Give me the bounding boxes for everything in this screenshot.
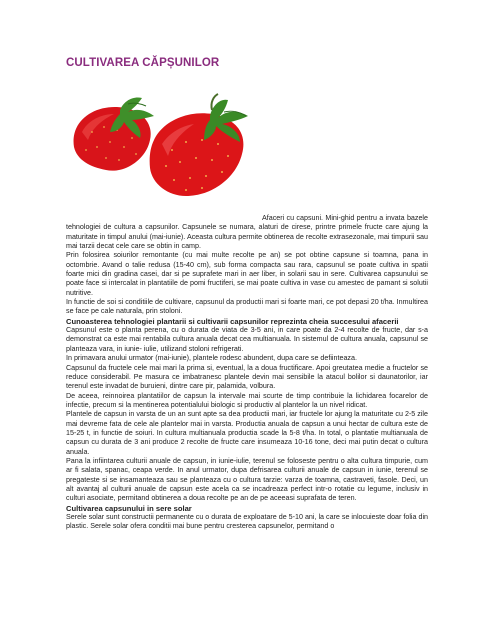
paragraph: In functie de soi si conditiile de cultivare, capsunul da productii mari si foarte mari, ce pot depasi 20 t/ha. Inmultirea se face pe cale naturala, prin stoloni. <box>66 298 428 316</box>
paragraph: De aceea, reinnoirea plantatiilor de capsun la intervale mai scurte de timp contribuie la lichidarea focarelor de infectie, precum si la mentinerea potentialului biologic si productiv al plantelor la un nivel ridicat. <box>66 391 428 409</box>
section-heading: Cultivarea capsunului in sere solar <box>66 503 192 513</box>
document-title: CULTIVAREA CĂPȘUNILOR <box>66 57 220 69</box>
paragraph: Prin folosirea soiurilor remontante (cu mai multe recolte pe an) se pot obtine capsune si toamna, pana in octombrie. Avand o talie redusa (15-40 cm), sub forma compacta sau rara, capsunul se poate cultiva in spatii foarte mici din gradina casei, dar si pe suprafete mari in aer liber, in solarii sau in sere. Cultivarea capsunului se poate face si intercalat in plantatiile de pomi fructiferi, se mai poate cultiva in vase cu amestec de pamant si solutii nutritive. <box>66 251 428 297</box>
article-body <box>66 214 428 532</box>
strawberries-photo <box>62 92 262 222</box>
paragraph: Pana la infiintarea culturii anuale de capsun, in iunie-iulie, terenul se foloseste pentru o alta cultura timpurie, cum ar fi salata, spanac, ceapa verde. In anul urmator, dupa defrisarea culturii anuale de capsun in iunie, terenul se pregateste si se insamanteaza sau se planteaza cu o cultura tarzie: varza de toamna, castraveti, fasole. Deci, un alt avantaj al culturii anuale de capsun este acela ca se incadreaza perfect intr-o rotatie cu legume, inclusiv in culturi asociate, permitand obtinerea a doua recolte pe an de pe aceeasi suprafata de teren. <box>66 456 428 503</box>
section-heading: Cunoasterea tehnologiei plantarii si cultivarii capsunilor reprezinta cheia succesului afacerii <box>66 316 399 326</box>
paragraph: Capsunul este o planta perena, cu o durata de viata de 3-5 ani, in care poate da 2-4 recolte de fructe, dar s-a demonstrat ca este mai rentabila cultura anuala decat cea multianuala. In sistemul de cultura anuala, capsunul se planteaza vara, in iunie- iulie, utilizand stoloni refrigerati. <box>66 326 428 353</box>
paragraph: Plantele de capsun in varsta de un an sunt apte sa dea productii mari, iar fructele lor ajung la maturitate cu 2-5 zile mai devreme fata de cele ale plantelor mai in varsta. Productia anuala de capsun a unui hectar de cultura este de 15-25 t, in functie de soiuri. In cultura multianuala productia scade la 5-8 t/ha. In total, o plantatie multianuala de capsun cu durata de 3 ani produce 2 recolte de fructe care insumeaza 10-16 tone, deci mai putin decat o cultura anuala. <box>66 410 428 456</box>
paragraph: In primavara anului urmator (mai-iunie), plantele rodesc abundent, dupa care se defiinteaza. <box>66 354 357 363</box>
paragraph: Afaceri cu capsuni. Mini-ghid pentru a invata bazele tehnologiei de cultura a capsunilor. Capsunele se numara, alaturi de cirese, printre primele fructe care ajung la maturitate in timpul anului (mai-iunie). Aceasta cultura permite obtinerea de recolte extrasezonale, mai timpurii sau mai tarzii decat cele care se obtin in camp. <box>66 214 428 251</box>
paragraph: Serele solar sunt constructii permanente cu o durata de exploatare de 5-10 ani, la care se inlocuieste doar folia din plastic. Serele solar ofera conditii mai bune pentru cresterea capsunelor, permitand o <box>66 513 429 531</box>
strawberry-right <box>150 94 248 196</box>
paragraph: Capsunul da fructele cele mai mari la prima si, eventual, la a doua fructificare. Apoi greutatea medie a fructelor se reduce considerabil. Pe masura ce imbatranesc plantele devin mai sensibile la atacul bolilor si daunatorilor, iar terenul este invadat de buruieni, dintre care pir, palamida, volbura. <box>66 363 428 391</box>
strawberry-left <box>74 98 154 171</box>
